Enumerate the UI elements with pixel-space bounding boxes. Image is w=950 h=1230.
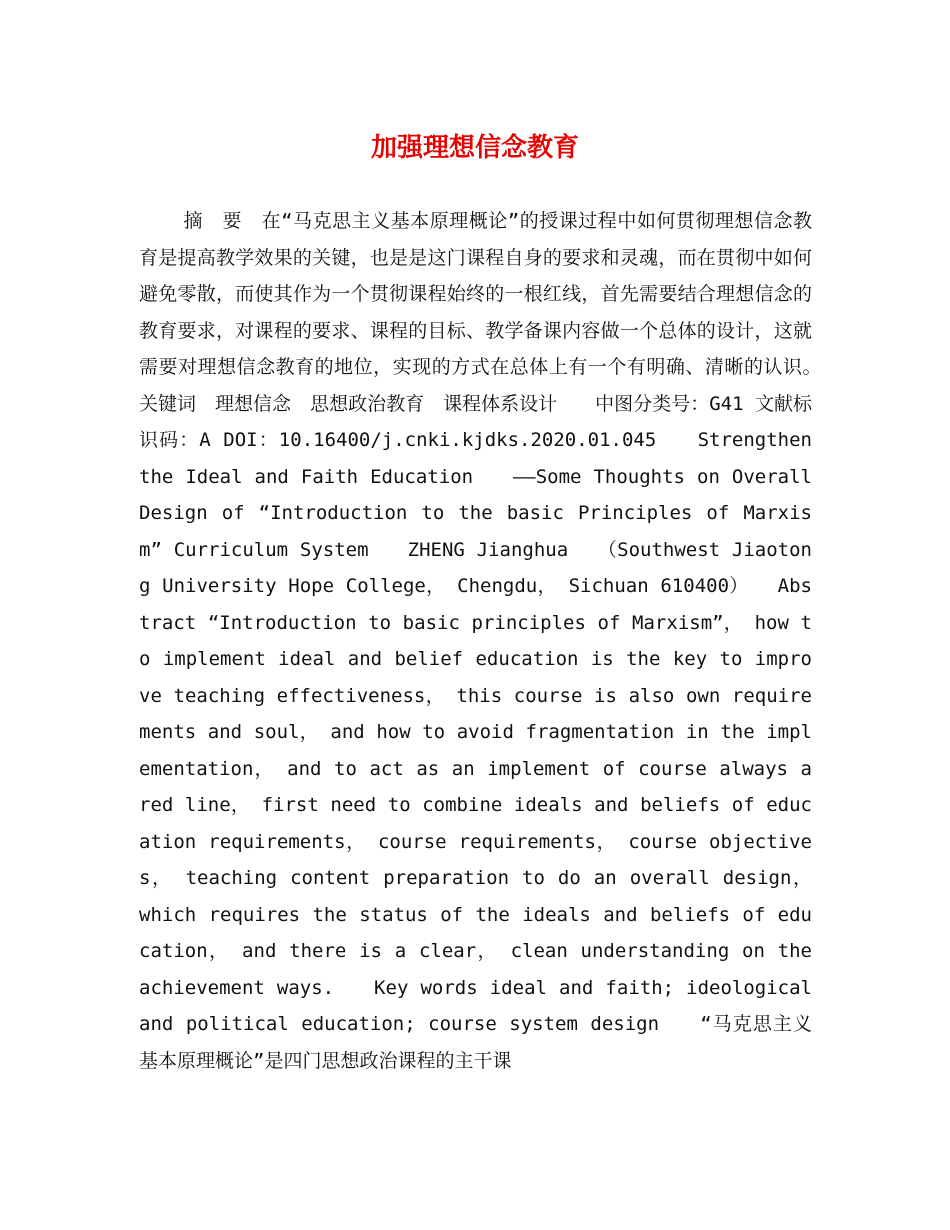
document-body [139,203,851,1079]
body-paragraph: 摘 要 在“马克思主义基本原理概论”的授课过程中如何贯彻理想信念教育是提高教学效果的关键，也是是这门课程自身的要求和灵魂，而在贯彻中如何避免零散，而使其作为一个贯彻课程始终的一根红线，首先需要结合理想信念的教育要求，对课程的要求、课程的目标、教学备课内容做一个总体的设计，这就需要对理想信念教育的地位，实现的方式在总体上有一个有明确、清晰的认识。 关键词 理想信念 思想政治教育 课程体系设计 中图分类号：G41 文献标识码：A DOI：10.16400/j.cnki.kjdks.2020.01.045 Strengthen the Ideal and Faith Education ——Some Thoughts on Overall Design of “Introduction to the basic Principles of Marxism” Curriculum System ZHENG Jianghua （Southwest Jiaotong University Hope College， Chengdu， Sichuan 610400） Abstract “Introduction to basic principles of Marxism”， how to implement ideal and belief education is the key to improve teaching effectiveness， this course is also own requirements and soul， and how to avoid fragmentation in the implementation， and to act as an implement of course always a red line， first need to combine ideals and beliefs of education requirements， course requirements， course objectives， teaching content preparation to do an overall design， which requires the status of the ideals and beliefs of education， and there is a clear， clean understanding on the achievement ways. Key words ideal and faith; ideological and political education; course system design “马克思主义基本原理概论”是四门思想政治课程的主干课 [139,210,851,1072]
document-title: 加强理想信念教育 [370,133,579,163]
